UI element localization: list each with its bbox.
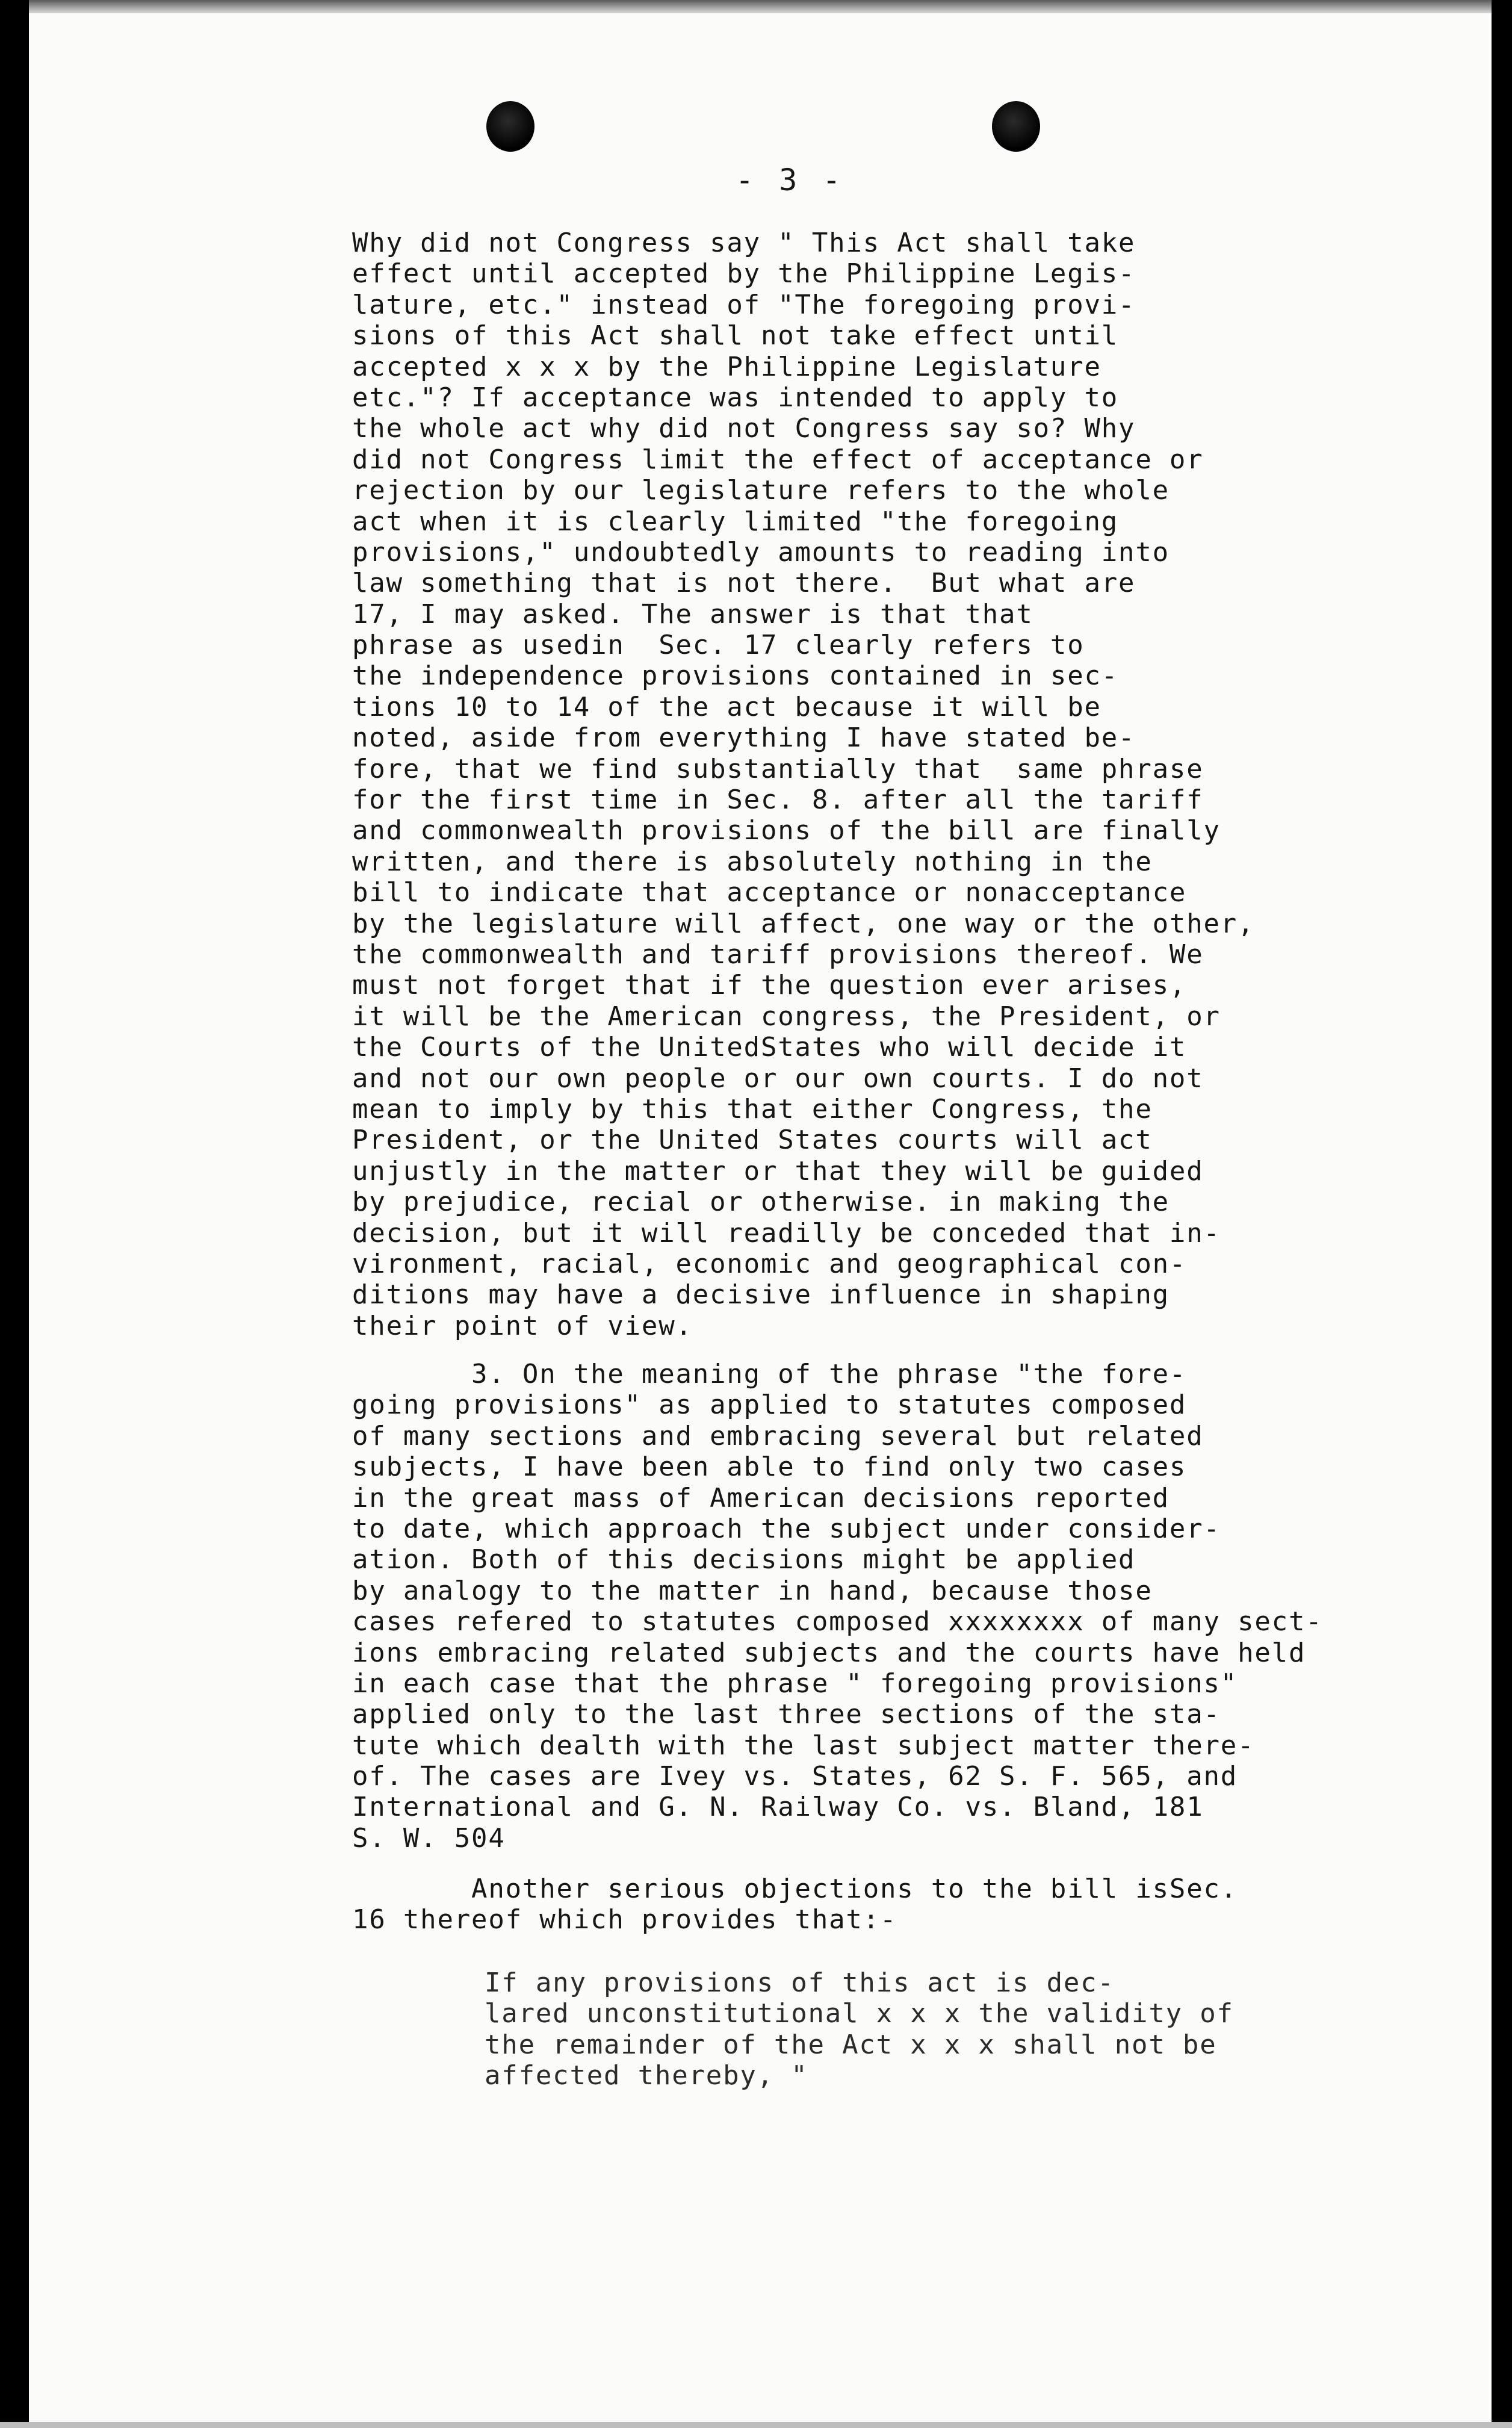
text-line: the Courts of the UnitedStates who will decide it: [352, 1032, 1187, 1063]
text-line: vironment, racial, economic and geographical con-: [352, 1248, 1187, 1279]
page-number: - 3 -: [736, 163, 844, 197]
text-line: tute which dealth with the last subject matter there-: [352, 1730, 1255, 1761]
text-line: 16 thereof which provides that:-: [352, 1904, 897, 1936]
text-line: 17, I may asked. The answer is that that: [352, 598, 1033, 630]
text-line: mean to imply by this that either Congress, the: [352, 1093, 1153, 1125]
text-line: fore, that we find substantially that same phrase: [352, 753, 1204, 784]
text-line: ions embracing related subjects and the courts have held: [352, 1637, 1306, 1668]
text-line: 3. On the meaning of the phrase "the fore-: [352, 1359, 1187, 1389]
text-line: President, or the United States courts will act: [352, 1125, 1153, 1156]
text-line: unjustly in the matter or that they will be guided: [352, 1155, 1204, 1187]
text-line: sions of this Act shall not take effect until: [352, 320, 1119, 352]
text-line: ation. Both of this decisions might be applied: [352, 1544, 1136, 1576]
scan-left-edge: [0, 0, 29, 2428]
text-line: Why did not Congress say " This Act shall take: [352, 228, 1136, 258]
text-line: effect until accepted by the Philippine Legis-: [352, 258, 1136, 290]
text-line: in the great mass of American decisions reported: [352, 1482, 1170, 1514]
punch-hole-right: [992, 101, 1040, 152]
text-line: and commonwealth provisions of the bill are finally: [352, 815, 1221, 846]
text-line: it will be the American congress, the President, or: [352, 1001, 1221, 1032]
text-line: etc."? If acceptance was intended to apply to: [352, 382, 1119, 413]
text-line: going provisions" as applied to statutes composed: [352, 1389, 1187, 1421]
text-line: cases refered to statutes composed xxxxxxxx of many sect-: [352, 1606, 1323, 1638]
text-line: tions 10 to 14 of the act because it will be: [352, 691, 1101, 722]
text-line: S. W. 504: [352, 1822, 506, 1854]
scan-bottom-edge: [0, 2422, 1512, 2428]
text-line: bill to indicate that acceptance or nonacceptance: [352, 877, 1187, 908]
punch-hole-left: [486, 101, 534, 152]
text-line: the commonwealth and tariff provisions thereof. We: [352, 939, 1204, 970]
text-line: the remainder of the Act x x x shall not be: [485, 2029, 1217, 2060]
text-line: written, and there is absolutely nothing in the: [352, 846, 1153, 877]
paragraph-3: [352, 1874, 1375, 1936]
text-line: their point of view.: [352, 1310, 693, 1341]
text-line: of. The cases are Ivey vs. States, 62 S. F. 565, and: [352, 1761, 1238, 1792]
text-line: did not Congress limit the effect of acceptance or: [352, 444, 1204, 475]
text-line: in each case that the phrase " foregoing provisions": [352, 1668, 1238, 1699]
text-line: of many sections and embracing several but related: [352, 1420, 1204, 1452]
text-line: rejection by our legislature refers to the whole: [352, 475, 1170, 506]
text-line: phrase as usedin Sec. 17 clearly refers to: [352, 630, 1085, 661]
text-line: by the legislature will affect, one way or the other,: [352, 908, 1255, 939]
paragraph-2: [352, 1359, 1375, 1854]
text-line: law something that is not there. But what are: [352, 568, 1136, 599]
text-line: for the first time in Sec. 8. after all the tariff: [352, 784, 1204, 816]
text-line: by analogy to the matter in hand, because those: [352, 1575, 1153, 1606]
text-line: the whole act why did not Congress say so? Why: [352, 413, 1136, 444]
text-line: accepted x x x by the Philippine Legislature: [352, 351, 1101, 382]
text-line: Another serious objections to the bill isSec.: [352, 1874, 1238, 1904]
text-line: If any provisions of this act is dec-: [485, 1967, 1115, 1998]
quoted-provision: [485, 1967, 1508, 2091]
text-line: must not forget that if the question ever arises,: [352, 970, 1187, 1001]
text-line: act when it is clearly limited "the foregoing: [352, 506, 1119, 537]
text-line: applied only to the last three sections of the sta-: [352, 1699, 1221, 1730]
text-line: affected thereby, ": [485, 2060, 808, 2091]
text-line: lared unconstitutional x x x the validity of: [485, 1998, 1234, 2029]
text-line: and not our own people or our own courts. I do not: [352, 1063, 1204, 1094]
text-line: to date, which approach the subject under consider-: [352, 1513, 1221, 1544]
text-line: ditions may have a decisive influence in shaping: [352, 1279, 1170, 1311]
text-line: lature, etc." instead of "The foregoing provi-: [352, 289, 1136, 320]
text-line: decision, but it will readilly be conceded that in-: [352, 1217, 1221, 1249]
text-line: subjects, I have been able to find only two cases: [352, 1452, 1187, 1483]
text-line: the independence provisions contained in sec-: [352, 660, 1119, 692]
text-line: noted, aside from everything I have stated be-: [352, 722, 1136, 754]
paragraph-1: [352, 228, 1375, 1341]
text-line: International and G. N. Railway Co. vs. Bland, 181: [352, 1792, 1204, 1823]
scan-top-edge: [0, 0, 1512, 13]
text-line: provisions," undoubtedly amounts to reading into: [352, 536, 1170, 568]
text-line: by prejudice, recial or otherwise. in making the: [352, 1187, 1170, 1218]
